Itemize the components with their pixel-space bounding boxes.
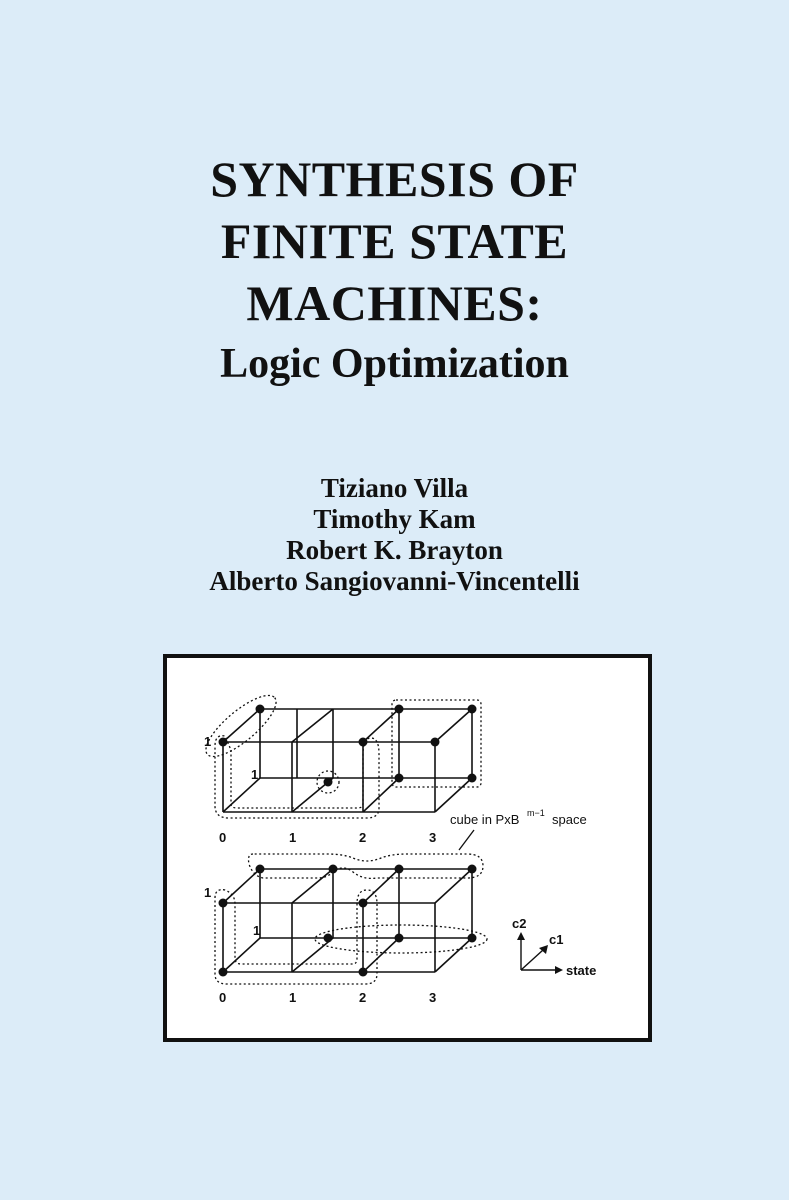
top-state-1: 1 [289,830,297,845]
axis-state-label: state [566,963,597,978]
author-3: Robert K. Brayton [286,535,503,565]
author-list [0,473,789,597]
cube-caption-sup: m−1 [527,808,545,818]
cover-figure [163,654,652,1042]
author-1: Tiziano Villa [320,473,469,503]
top-state-2: 2 [359,830,367,845]
title-line-3: MACHINES: [246,275,543,331]
fsm-cube-diagram [167,658,648,1038]
top-axis-label-1: 1 [204,734,212,749]
bottom-cube-diagram [223,869,472,972]
book-subtitle: Logic Optimization [220,341,569,387]
bottom-cube-dots [219,865,477,977]
author-4: Alberto Sangiovanni-Vincentelli [209,566,580,596]
author-2: Timothy Kam [313,504,476,534]
top-cube-diagram [223,709,472,812]
top-state-0: 0 [219,830,227,845]
axes-indicator [512,916,596,978]
bottom-state-1: 1 [289,990,297,1005]
top-state-3: 3 [429,830,437,845]
cube-caption [450,808,587,850]
title-line-2: FINITE STATE [220,213,569,269]
axis-c1-label: c1 [549,932,564,947]
cube-caption-suffix: space [552,812,587,827]
book-title [0,148,789,334]
bottom-state-0: 0 [219,990,227,1005]
bottom-axis-label-1: 1 [204,885,212,900]
top-axis-label-2: 1 [251,767,259,782]
bottom-state-2: 2 [359,990,367,1005]
cube-caption-prefix: cube in PxB [450,812,520,827]
bottom-state-3: 3 [429,990,437,1005]
title-line-1: SYNTHESIS OF [210,151,579,207]
axis-c2-label: c2 [512,916,527,931]
top-groupings [198,686,481,818]
bottom-axis-label-2: 1 [253,923,261,938]
